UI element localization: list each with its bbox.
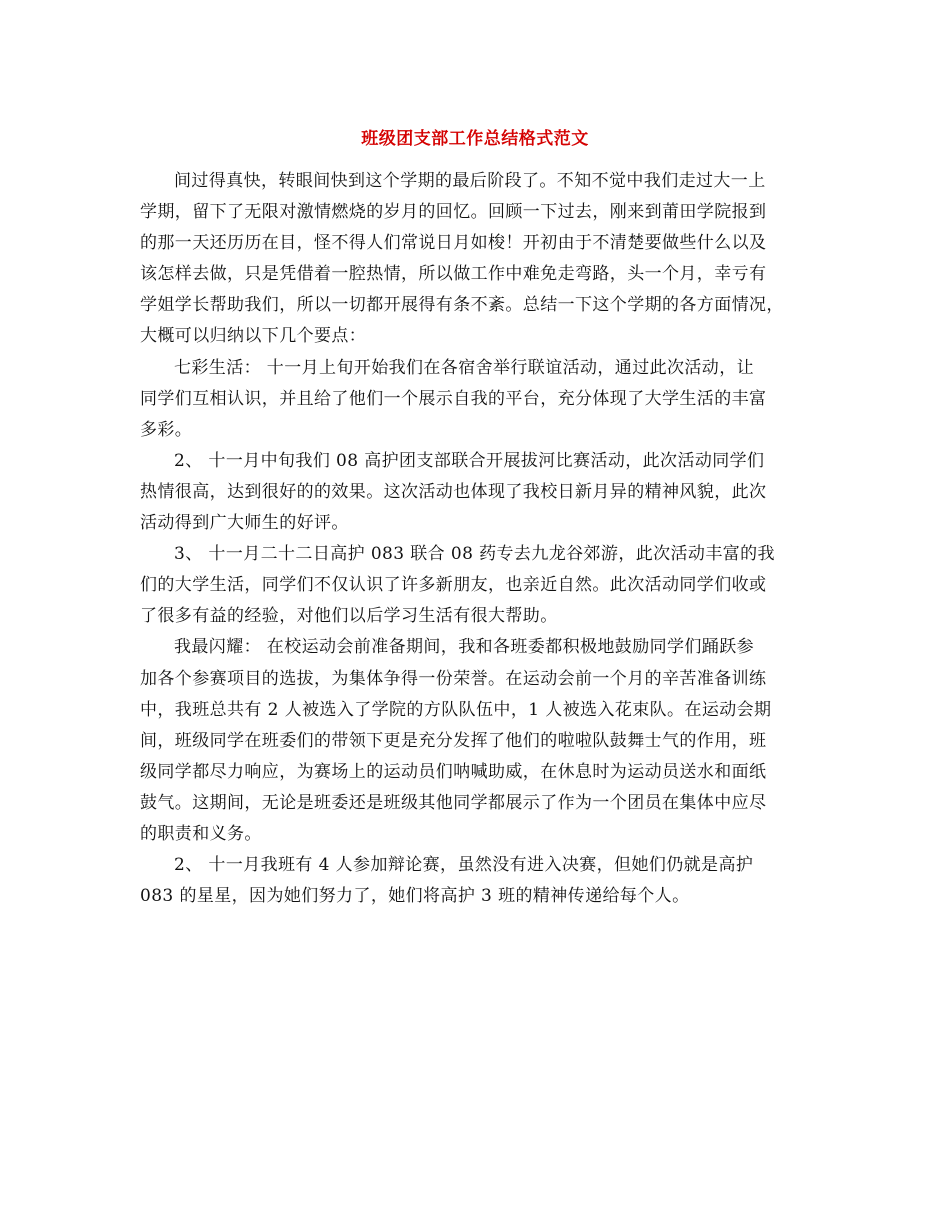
text-line: 加各个参赛项目的选拔，为集体争得一份荣誉。在运动会前一个月的辛苦准备训练 bbox=[140, 668, 767, 689]
text-line: 学期，留下了无限对激情燃烧的岁月的回忆。回顾一下过去，刚来到莆田学院报到 bbox=[140, 202, 767, 223]
document-body bbox=[140, 166, 820, 912]
text-line: 的职责和义务。 bbox=[140, 823, 262, 844]
text-line: 中，我班总共有 2 人被选入了学院的方队队伍中，1 人被选入花束队。在运动会期 bbox=[140, 699, 772, 720]
text-line: 多彩。 bbox=[140, 419, 193, 440]
text-line: 该怎样去做，只是凭借着一腔热情，所以做工作中难免走弯路，头一个月，幸亏有 bbox=[140, 264, 767, 285]
text-line: 学姐学长帮助我们，所以一切都开展得有条不紊。总结一下这个学期的各方面情况， bbox=[140, 295, 784, 316]
text-line: 大概可以归纳以下几个要点： bbox=[140, 326, 367, 347]
text-line: 鼓气。这期间，无论是班委还是班级其他同学都展示了作为一个团员在集体中应尽 bbox=[140, 792, 767, 813]
text-line: 的那一天还历历在目，怪不得人们常说日月如梭！开初由于不清楚要做些什么以及 bbox=[140, 233, 767, 254]
text-line: 我最闪耀： 在校运动会前准备期间，我和各班委都积极地鼓励同学们踊跃参 bbox=[174, 637, 755, 658]
text-line: 2、 十一月我班有 4 人参加辩论赛，虽然没有进入决赛，但她们仍就是高护 bbox=[174, 855, 754, 876]
text-line: 热情很高，达到很好的的效果。这次活动也体现了我校日新月异的精神风貌，此次 bbox=[140, 481, 767, 502]
text-line: 3、 十一月二十二日高护 083 联合 08 药专去九龙谷郊游，此次活动丰富的我 bbox=[174, 544, 775, 565]
text-line: 同学们互相认识，并且给了他们一个展示自我的平台，充分体现了大学生活的丰富 bbox=[140, 388, 767, 409]
text-line: 们的大学生活，同学们不仅认识了许多新朋友，也亲近自然。此次活动同学们收或 bbox=[140, 575, 767, 596]
text-line: 间，班级同学在班委们的带领下更是充分发挥了他们的啦啦队鼓舞士气的作用，班 bbox=[140, 730, 767, 751]
text-line: 了很多有益的经验，对他们以后学习生活有很大帮助。 bbox=[140, 606, 558, 627]
text-line: 2、 十一月中旬我们 08 高护团支部联合开展拔河比赛活动，此次活动同学们 bbox=[174, 450, 765, 471]
document-title: 班级团支部工作总结格式范文 bbox=[361, 129, 589, 149]
text-line: 级同学都尽力响应，为赛场上的运动员们呐喊助威，在休息时为运动员送水和面纸 bbox=[140, 761, 767, 782]
text-line: 七彩生活： 十一月上旬开始我们在各宿舍举行联谊活动，通过此次活动，让 bbox=[174, 357, 755, 378]
text-line: 活动得到广大师生的好评。 bbox=[140, 513, 349, 534]
text-line: 083 的星星，因为她们努力了，她们将高护 3 班的精神传递给每个人。 bbox=[140, 886, 690, 907]
text-line: 间过得真快，转眼间快到这个学期的最后阶段了。不知不觉中我们走过大一上 bbox=[174, 171, 766, 191]
